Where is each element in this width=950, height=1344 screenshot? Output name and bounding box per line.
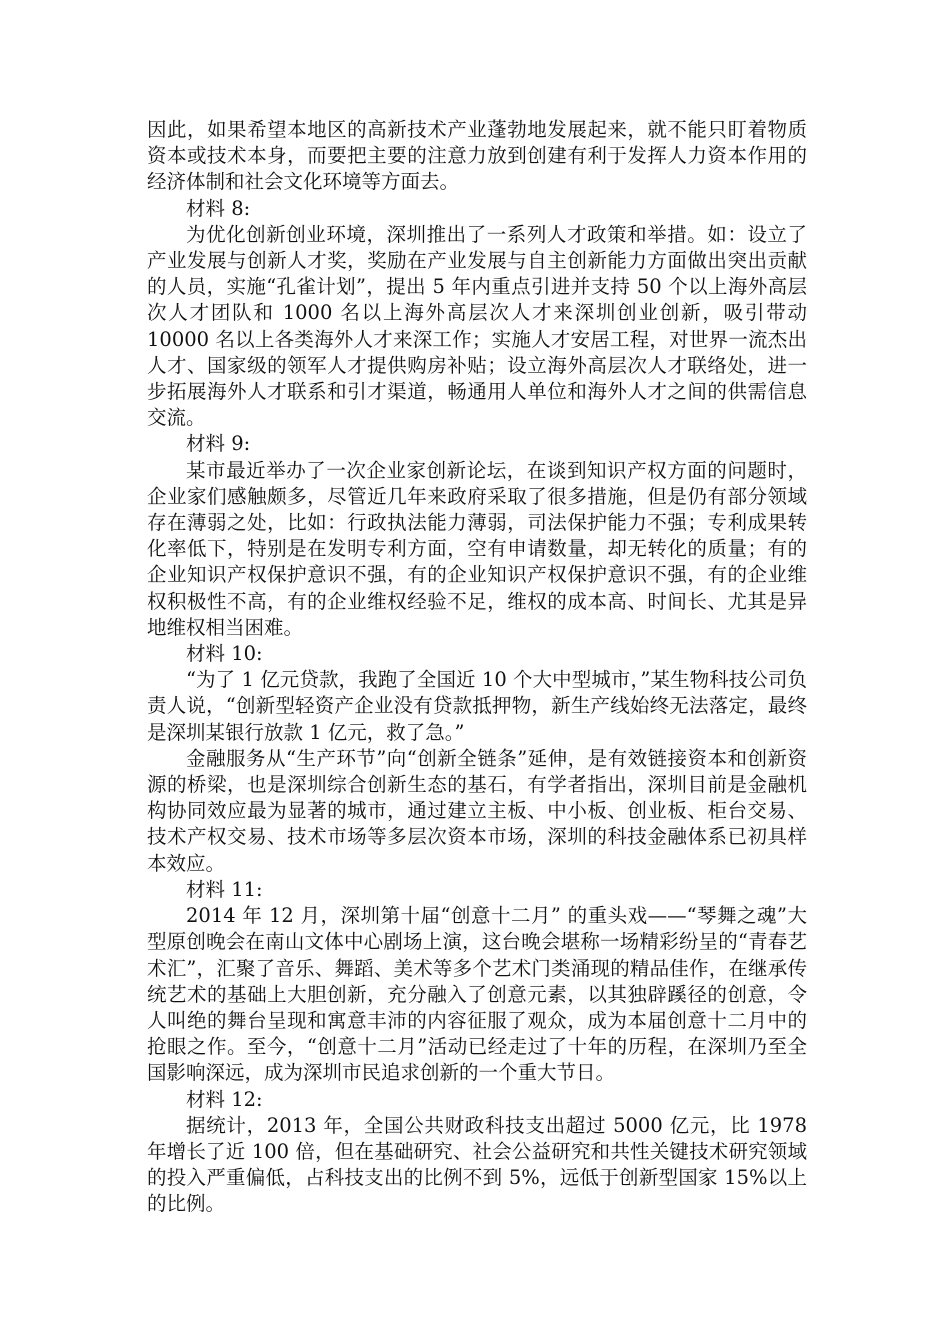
material-8-heading: 材料 8:: [186, 196, 251, 220]
material-10-paragraph-1: “为了 1 亿元贷款，我跑了全国近 10 个大中型城市，”某生物科技公司负责人说，“创新型轻资产企业没有贷款抵押物，新生产线始终无法落定，最终是深圳某银行放款 1 亿元，救了急。”: [147, 668, 807, 744]
material-9-paragraph: 某市最近举办了一次企业家创新论坛，在谈到知识产权方面的问题时，企业家们感触颇多，尽管近几年来政府采取了很多措施，但是仍有部分领域存在薄弱之处，比如：行政执法能力薄弱，司法保护能力不强；专利成果转化率低下，特别是在发明专利方面，空有申请数量，却无转化的质量；有的企业知识产权保护意识不强，有的企业知识产权保护意识不强，有的企业维权积极性不高，有的企业维权经验不足，维权的成本高、时间长、尤其是异地维权相当困难。: [147, 458, 807, 639]
material-8-paragraph: 为优化创新创业环境，深圳推出了一系列人才政策和举措。如：设立了产业发展与创新人才奖，奖励在产业发展与自主创新能力方面做出突出贡献的人员，实施“孔雀计划”，提出 5 年内重点引进并支持 50 个以上海外高层次人才团队和 1000 名以上海外高层次人才来深圳创业创新，吸引带动 10000 名以上各类海外人才来深工作；实施人才安居工程，对世界一流杰出人才、国家级的领军人才提供购房补贴；设立海外高层次人才联络处，进一步拓展海外人才联系和引才渠道，畅通用人单位和海外人才之间的供需信息交流。: [147, 222, 807, 430]
paragraph-intro: 因此，如果希望本地区的高新技术产业蓬勃地发展起来，就不能只盯着物质资本或技术本身，而要把主要的注意力放到创建有利于发挥人力资本作用的经济体制和社会文化环境等方面去。: [147, 118, 807, 194]
material-10-heading: 材料 10:: [186, 642, 263, 666]
material-12-heading: 材料 12:: [186, 1087, 263, 1111]
material-12-paragraph: 据统计，2013 年，全国公共财政科技支出超过 5000 亿元，比 1978 年增长了近 100 倍，但在基础研究、社会公益研究和共性关键技术研究领域的投入严重偏低，占科技支出的比例不到 5%，远低于创新型国家 15%以上的比例。: [147, 1113, 807, 1216]
material-11-paragraph: 2014 年 12 月，深圳第十届“创意十二月” 的重头戏——“琴舞之魂”大型原创晚会在南山文体中心剧场上演，这台晚会堪称一场精彩纷呈的“青春艺术汇”，汇聚了音乐、舞蹈、美术等多个艺术门类涌现的精品佳作，在继承传统艺术的基础上大胆创新，充分融入了创意元素，以其独辟蹊径的创意，令人叫绝的舞台呈现和寓意丰沛的内容征服了观众，成为本届创意十二月中的抢眼之作。至今，“创意十二月”活动已经走过了十年的历程，在深圳乃至全国影响深远，成为深圳市民追求创新的一个重大节日。: [147, 904, 807, 1085]
material-9-heading: 材料 9:: [186, 432, 251, 456]
material-10-paragraph-2: 金融服务从“生产环节”向“创新全链条”延伸，是有效链接资本和创新资源的桥梁，也是深圳综合创新生态的基石，有学者指出，深圳目前是金融机构协同效应最为显著的城市，通过建立主板、中小板、创业板、柜台交易、技术产权交易、技术市场等多层次资本市场，深圳的科技金融体系已初具样本效应。: [147, 746, 807, 875]
material-11-heading: 材料 11:: [186, 877, 263, 901]
document-page: [147, 117, 807, 1218]
